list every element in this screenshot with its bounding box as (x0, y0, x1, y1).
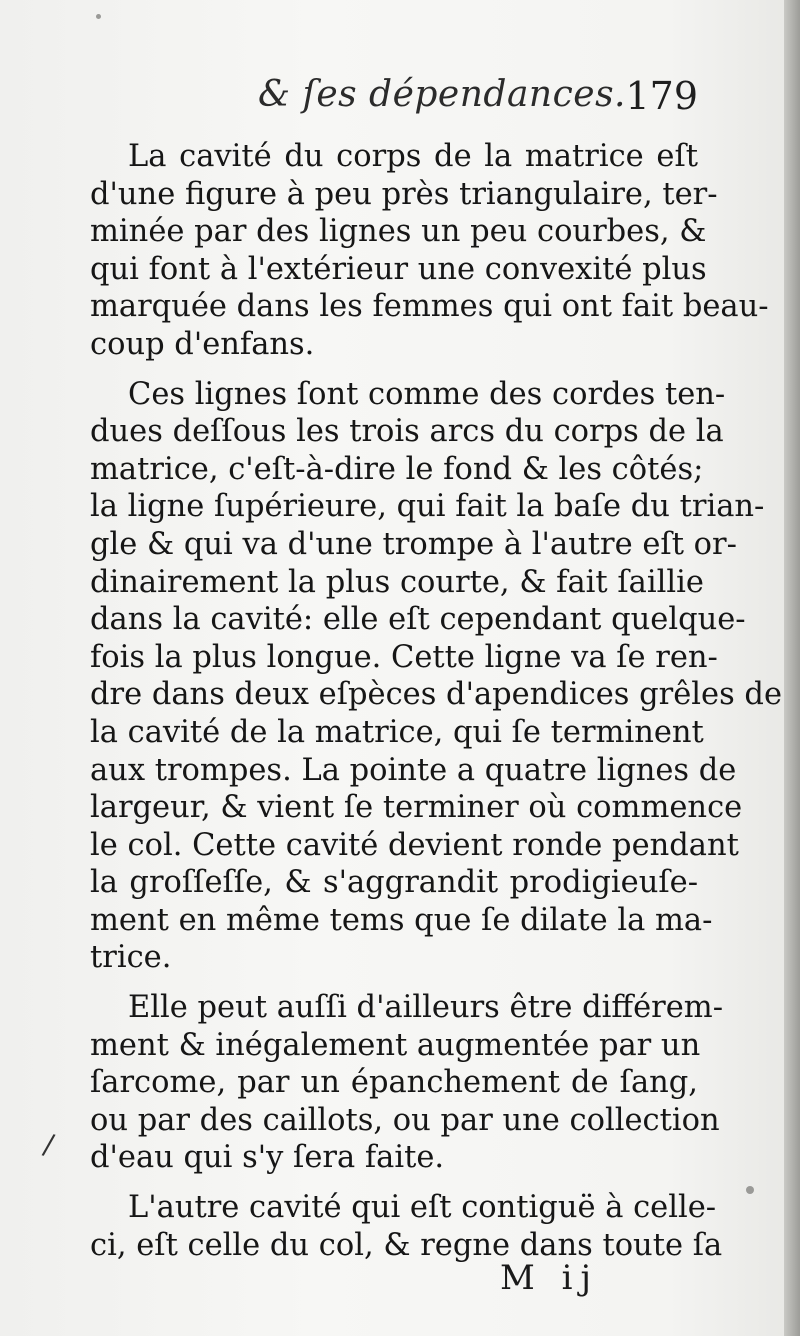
text-line: la groſſeſſe, & s'aggrandit prodigieuſe- (90, 865, 698, 901)
text-line: trice. (90, 940, 172, 976)
text-line: matrice, c'eſt-à-dire le fond & les côtés; (90, 451, 704, 487)
text-line: marquée dans les femmes qui ont fait beau- (90, 289, 769, 325)
text-line: le col. Cette cavité devient ronde pendant (90, 827, 739, 863)
text-line: minée par des lignes un peu courbes, & (90, 214, 707, 250)
text-line: dre dans deux eſpèces d'apendices grêles de (90, 677, 782, 713)
text-line: la cavité de la matrice, qui ſe terminent (90, 714, 704, 750)
margin-mark: / (40, 1127, 57, 1162)
text-line: d'eau qui s'y ſera faite. (90, 1140, 445, 1176)
text-line: ou par des caillots, ou par une collection (90, 1102, 720, 1138)
text-line: ment & inégalement augmentée par un (90, 1027, 701, 1063)
running-title: & ſes dépendances. (258, 74, 626, 115)
paragraph-2 (90, 376, 782, 978)
paper-speck (746, 1186, 754, 1194)
text-line: ment en même tems que ſe dilate la ma- (90, 902, 713, 938)
page-number: 179 (625, 74, 698, 118)
text-line: L'autre cavité qui eſt contiguë à celle- (128, 1190, 717, 1226)
text-line: aux trompes. La pointe a quatre lignes de (90, 752, 737, 788)
text-line: ſarcome, par un épanchement de ſang, (90, 1065, 698, 1101)
page-edge (784, 0, 800, 1336)
text-line: La cavité du corps de la matrice eſt (128, 139, 698, 174)
text-line: d'une figure à peu près triangulaire, ter- (90, 176, 718, 212)
text-line: coup d'enfans. (90, 326, 315, 362)
page-header (90, 74, 698, 134)
text-line: dinairement la plus courte, & fait ſaillie (90, 564, 704, 600)
text-line: fois la plus longue. Cette ligne va ſe ren- (90, 639, 718, 675)
paragraph-3 (90, 989, 724, 1177)
paragraph-4 (90, 1189, 723, 1264)
text-line: qui font à l'extérieur une convexité plus (90, 251, 707, 287)
paper-speck (96, 14, 101, 19)
signature-mark: M ij (500, 1258, 600, 1298)
text-line: dues deſſous les trois arcs du corps de la (90, 414, 724, 450)
paragraph-1 (90, 138, 769, 364)
text-line: largeur, & vient ſe terminer où commence (90, 790, 743, 826)
text-line: Ces lignes ſont comme des cordes ten- (128, 376, 726, 412)
body-text (90, 138, 782, 1276)
text-line: dans la cavité: elle eſt cependant quelque- (90, 602, 746, 638)
text-line: la ligne ſupérieure, qui fait la baſe du trian- (90, 489, 765, 525)
text-line: Elle peut auſſi d'ailleurs être différem- (128, 990, 724, 1026)
text-line: ci, eſt celle du col, & regne dans toute ſa (90, 1227, 723, 1263)
text-line: gle & qui va d'une trompe à l'autre eſt or- (90, 526, 737, 562)
